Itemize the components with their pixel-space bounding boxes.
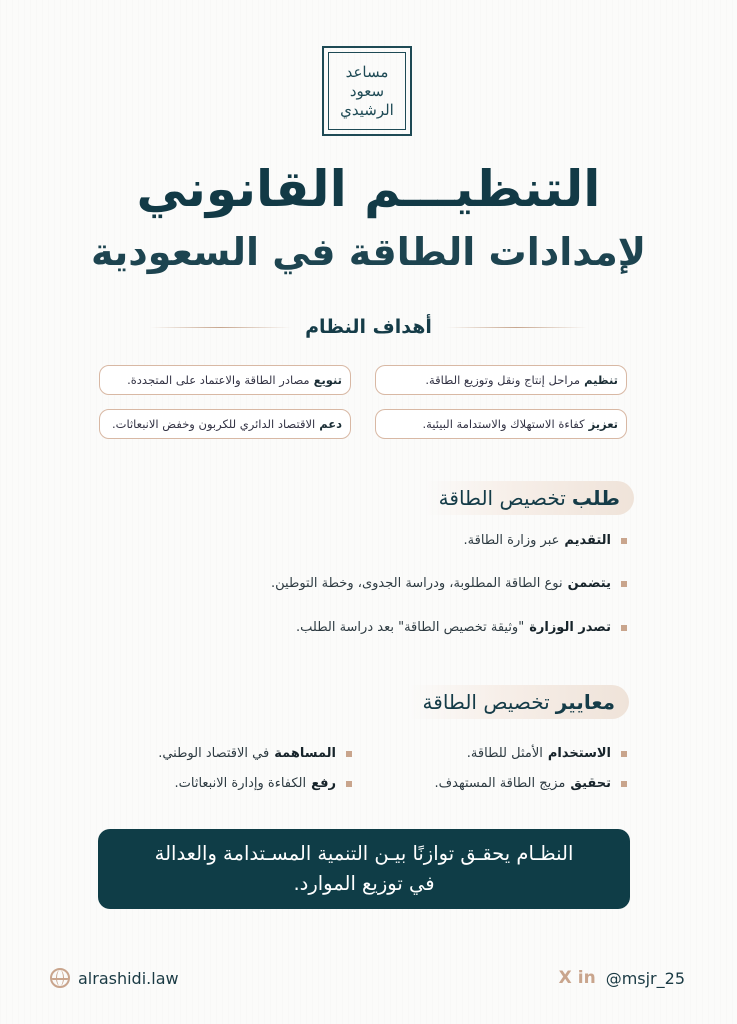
x-icon[interactable]: X: [558, 968, 572, 988]
goal-item: [99, 365, 351, 395]
globe-icon: [50, 968, 70, 988]
criteria-item-text: مزيج الطاقة المستهدف.: [434, 776, 566, 791]
request-heading-rest: تخصيص الطاقة: [438, 486, 566, 510]
request-item-bold: يتضمن: [567, 576, 611, 591]
goal-bold: تنظيم: [584, 373, 618, 387]
page-title: التنظيـــم القانوني: [136, 160, 601, 218]
criteria-item: [175, 776, 353, 791]
logo-frame: [328, 52, 406, 130]
logo-line-1: مساعد: [345, 62, 389, 81]
request-heading: [425, 481, 634, 515]
criteria-item-text: الكفاءة وإدارة الانبعاثات.: [174, 776, 307, 791]
bullet-icon: [621, 538, 627, 544]
request-item: [296, 620, 627, 635]
request-item-text: نوع الطاقة المطلوبة، ودراسة الجدوى، وخطة التوطين.: [271, 576, 563, 591]
criteria-item-bold: رفع: [311, 776, 336, 791]
criteria-item-text: في الاقتصاد الوطني.: [158, 746, 270, 761]
bullet-icon: [621, 625, 627, 631]
criteria-heading: [409, 685, 629, 719]
divider: [446, 327, 587, 328]
banner-line-2: في توزيع الموارد.: [293, 872, 435, 895]
goals-heading: أهداف النظام: [305, 316, 432, 338]
goal-text: كفاءة الاستهلاك والاستدامة البيئية.: [422, 417, 585, 431]
logo-line-2: سعود: [349, 81, 385, 100]
request-item-text: "وثيقة تخصيص الطاقة" بعد دراسة الطلب.: [296, 620, 525, 635]
goal-item: [99, 409, 351, 439]
linkedin-icon[interactable]: in: [577, 968, 596, 988]
goal-bold: تعزيز: [588, 417, 618, 431]
goal-item: [375, 365, 627, 395]
summary-banner: [98, 829, 630, 909]
social-handle[interactable]: @msjr_25: [605, 968, 685, 988]
page-subtitle: لإمدادات الطاقة في السعودية: [90, 230, 647, 274]
website-link[interactable]: [50, 968, 179, 988]
goal-text: مراحل إنتاج ونقل وتوزيع الطاقة.: [425, 373, 581, 387]
criteria-item: [435, 776, 627, 791]
banner-line-1: النظـام يحقـق توازنًا بيـن التنمية المسـتدامة والعدالة: [154, 842, 574, 865]
logo-line-3: الرشيدي: [340, 100, 394, 119]
goal-item: [375, 409, 627, 439]
criteria-item-bold: تحقيق: [570, 776, 611, 791]
goal-text: مصادر الطاقة والاعتماد على المتجددة.: [127, 373, 310, 387]
goal-bold: دعم: [319, 417, 342, 431]
goal-text: الاقتصاد الدائري للكربون وخفض الانبعاثات.: [111, 417, 316, 431]
criteria-heading-bold: معايير: [555, 690, 615, 714]
criteria-item-bold: المساهمة: [274, 746, 336, 761]
request-item-text: عبر وزارة الطاقة.: [463, 533, 560, 548]
divider: [150, 327, 291, 328]
criteria-item: [158, 746, 352, 761]
goal-bold: تنويع: [313, 373, 342, 387]
request-item: [271, 576, 627, 591]
bullet-icon: [346, 751, 352, 757]
website-text[interactable]: alrashidi.law: [78, 968, 179, 988]
criteria-item-bold: الاستخدام: [547, 746, 611, 761]
social-links: [559, 968, 685, 988]
request-item: [464, 533, 627, 548]
criteria-item: [467, 746, 627, 761]
bullet-icon: [621, 751, 627, 757]
request-heading-bold: طلب: [571, 486, 620, 510]
bullet-icon: [346, 781, 352, 787]
request-item-bold: تصدر الوزارة: [529, 620, 611, 635]
bullet-icon: [621, 581, 627, 587]
bullet-icon: [621, 781, 627, 787]
goals-section-header: [150, 316, 587, 338]
logo: [322, 46, 412, 136]
request-item-bold: التقديم: [564, 533, 611, 548]
criteria-heading-rest: تخصيص الطاقة: [422, 690, 550, 714]
criteria-item-text: الأمثل للطاقة.: [466, 746, 543, 761]
